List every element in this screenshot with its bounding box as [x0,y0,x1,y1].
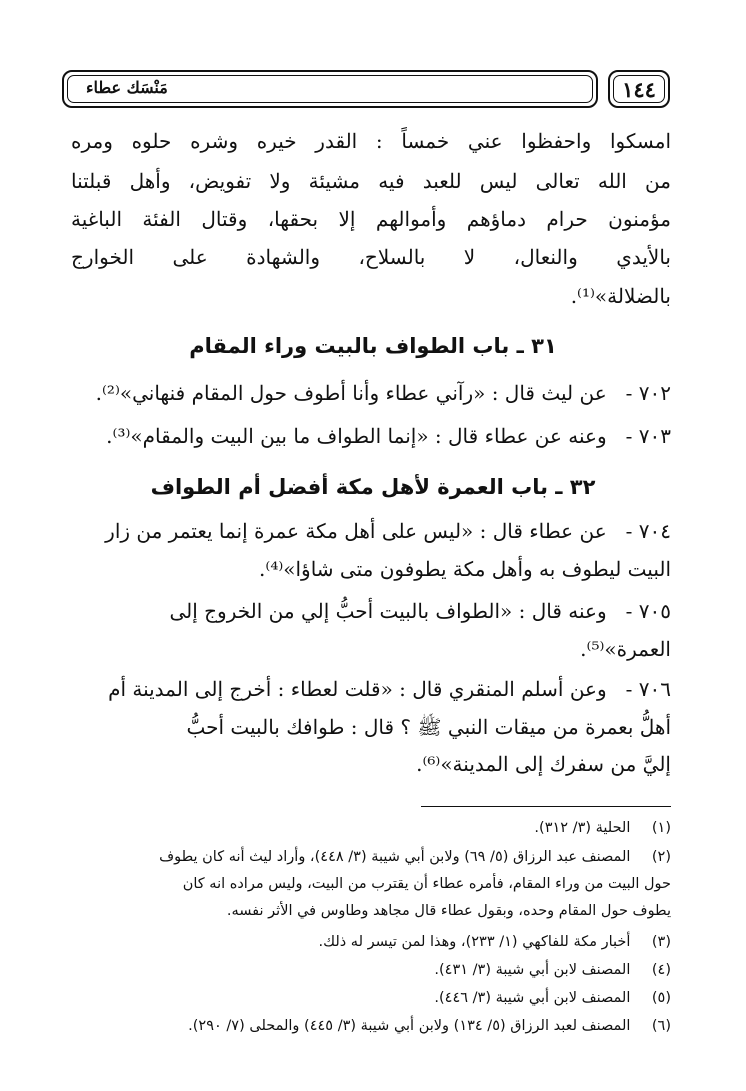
footnote-number: (١) [651,820,671,836]
footnote [61,1014,671,1038]
text-line: مؤمنون حرام دماؤهم وأموالهم إلا بحقها، وقتال الفئة الباغية [71,207,671,231]
page-number-frame [608,70,670,108]
footnote-divider [421,806,671,807]
footnote-text: المصنف لعبد الرزاق (٥/ ١٣٤) ولابن أبي شيبة (٣/ ٤٤٥) والمحلى (٧/ ٢٩٠). [188,1018,631,1034]
chapter-heading: ٣١ ـ باب الطواف بالبيت وراء المقام [189,334,557,358]
footnote-text: حول البيت من وراء المقام، فأمره عطاء أن يقترب من البيت، وليس مراده انه كان [182,876,671,892]
footnote-number: (٣) [651,934,671,950]
footnote-text: المصنف عبد الرزاق (٥/ ٦٩) ولابن أبي شيبة (٣/ ٤٤٨)، وأراد ليث أنه كان يطوف [159,849,631,865]
footnote-number: (٦) [651,1018,671,1034]
entry-number: ٧٠٦ - [625,677,671,701]
footnote-number: (٤) [651,962,671,978]
text-line: من الله تعالى ليس للعبد فيه مشيئة ولا تفويض، وأهل قبلتنا [71,169,671,193]
footnote-text: أخبار مكة للفاكهي (١/ ٢٣٣)، وهذا لمن تيسر له ذلك. [318,934,631,950]
running-header [62,70,670,110]
entry-number: ٧٠٥ - [625,599,671,623]
entry-text: عن عطاء قال : «ليس على أهل مكة عمرة إنما يعتمر من زار [105,519,607,543]
entry-text: البيت ليطوف به وأهل مكة يطوفون متى شاؤا»⁽⁴⁾. [259,557,671,581]
footnote [61,986,671,1010]
entry-number: ٧٠٣ - [625,424,671,448]
footnote-number: (٢) [651,849,671,865]
chapter-heading: ٣٢ ـ باب العمرة لأهل مكة أفضل أم الطواف [150,475,596,499]
entry-text: وعنه قال : «الطواف بالبيت أحبُّ إلي من الخروج إلى [169,599,607,623]
footnote-number: (٥) [651,990,671,1006]
entry-text: العمرة»⁽⁵⁾. [580,637,671,661]
entry-text: وعنه عن عطاء قال : «إنما الطواف ما بين البيت والمقام»⁽³⁾. [106,424,607,448]
footnote-text: الحلية (٣/ ٣١٢). [534,820,631,836]
footnote-text: المصنف لابن أبي شيبة (٣/ ٤٤٦). [434,990,631,1006]
text-line: بالأيدي والنعال، لا بالسلاح، والشهادة على الخوارج [71,245,671,269]
page-number: ١٤٤ [622,77,656,102]
entry-number: ٧٠٤ - [625,519,671,543]
header-title-frame [62,70,598,108]
footnote [61,930,671,954]
entry-text: عن ليث قال : «رآني عطاء وأنا أطوف حول المقام فنهاني»⁽²⁾. [95,381,607,405]
footnote-text: يطوف حول المقام وحده، وبقول عطاء قال مجاهد وطاوس في الأثر نفسه. [226,903,671,919]
entry-text: أهلُّ بعمرة من ميقات النبي ﷺ ؟ قال : طوافك بالبيت أحبُّ [186,715,671,739]
entry-text: إليَّ من سفرك إلى المدينة»⁽⁶⁾. [416,752,671,776]
footnote [61,816,671,840]
entry-text: وعن أسلم المنقري قال : «قلت لعطاء : أخرج إلى المدينة أم [108,677,607,701]
text-line: بالضلالة»⁽¹⁾. [570,284,671,308]
footnote-text: المصنف لابن أبي شيبة (٣/ ٤٣١). [434,962,631,978]
footnote [61,958,671,982]
book-title: مَنْسَك عطاء [86,78,168,97]
text-line: امسكوا واحفظوا عني خمساً : القدر خيره وشره حلوه ومره [71,129,671,153]
footnote [61,845,671,869]
entry-number: ٧٠٢ - [625,381,671,405]
